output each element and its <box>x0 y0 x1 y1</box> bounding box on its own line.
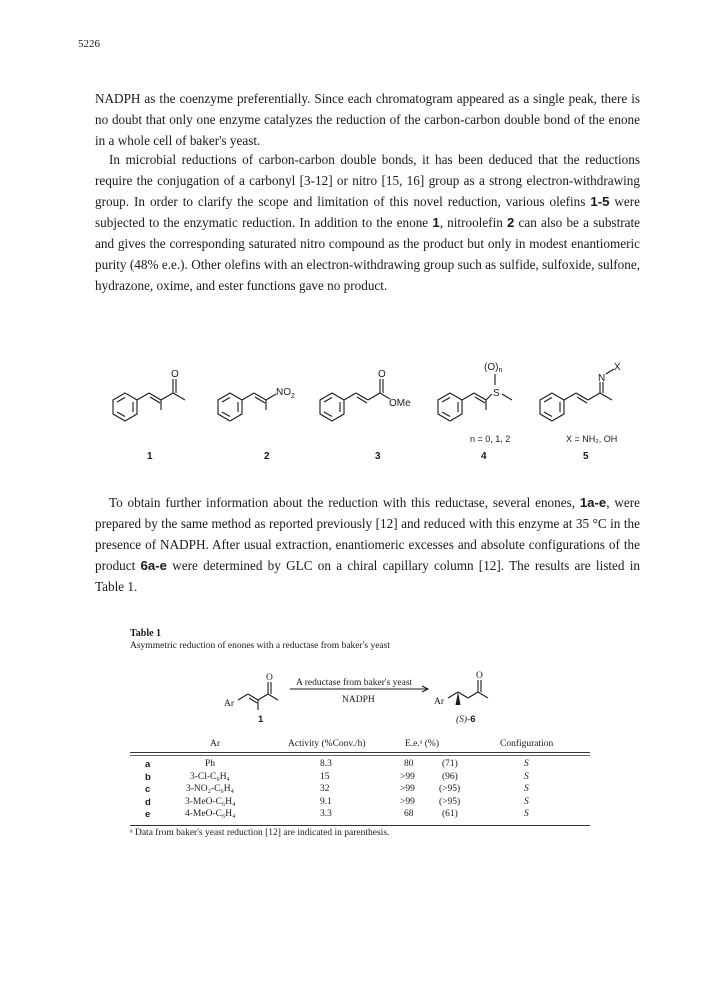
label-2: 2 <box>264 451 270 462</box>
atom-o: O <box>378 369 386 380</box>
col-header-activity: Activity (%Conv./h) <box>288 739 366 749</box>
cell-ar: 4-MeO-C₆H₄ <box>185 809 236 819</box>
text-run: , nitroolefin <box>439 215 508 230</box>
atom-ome: OMe <box>389 398 411 409</box>
row-id: a <box>145 759 151 770</box>
col-header-ee: E.e.ᵃ (%) <box>405 739 439 749</box>
table-row <box>130 797 590 810</box>
cell-ar: 3-Cl-C₆H₄ <box>190 771 230 782</box>
paragraph-1: NADPH as the coenzyme preferentially. Since each chromatogram appeared as a single peak, there is no doubt that only one enzyme catalyzes the reduction of the carbon-carbon double bond of the enone in a whole cell of baker's yeast. <box>95 91 640 148</box>
label-1: 1 <box>147 451 153 462</box>
table-1 <box>130 628 590 838</box>
structure-2 <box>218 393 276 421</box>
cell-activity: 32 <box>320 784 330 794</box>
cell-ee: 68 <box>404 809 414 819</box>
page-number: 5226 <box>78 38 100 50</box>
text-run: In microbial reductions of carbon-carbon double bonds, it has been deduced that the reductions require the conjugation of a carbonyl [3-12] or nitro [15, 16] group as a strong electron-withdrawing group. In order to clarify the scope and limitation of this novel reduction, various olefins <box>95 152 640 209</box>
table-row <box>130 809 590 822</box>
atom-o: O <box>476 671 483 681</box>
paragraph-2 <box>95 149 640 296</box>
col-header-config: Configuration <box>500 739 554 749</box>
compound-ref: 6a-e <box>140 558 167 573</box>
row-id: c <box>145 784 151 795</box>
text-run: were determined by GLC on a chiral capillary column [12]. The results are listed in Table 1. <box>95 558 640 594</box>
chemical-structures <box>100 360 630 470</box>
table-footnote: ᵃ Data from baker's yeast reduction [12] are indicated in parenthesis. <box>130 828 390 838</box>
cell-ar: Ph <box>205 759 216 769</box>
ar-label: Ar <box>224 699 235 709</box>
table-row <box>130 772 590 785</box>
note-5: X = NH₂, OH <box>566 434 618 444</box>
cell-config: S <box>524 796 529 807</box>
text-run: , were prepared by the same method as reported previously [12] and reduced with this enzyme at 35 °C in the presence of NADPH. After usual extraction, enantiomeric excesses and absolute configurations of the product <box>95 495 640 573</box>
cell-ee: >99 <box>400 784 415 794</box>
cell-config: S <box>524 809 529 819</box>
cell-activity: 15 <box>320 771 330 782</box>
note-4: n = 0, 1, 2 <box>470 434 511 444</box>
table-rule <box>130 825 590 826</box>
cell-activity: 8.3 <box>320 759 332 769</box>
cell-ref: (96) <box>442 771 458 782</box>
arrow-bottom-text: NADPH <box>342 695 375 705</box>
table-body <box>130 759 590 822</box>
reactant-label: 1 <box>258 714 264 725</box>
structure-4 <box>438 374 512 421</box>
product-label: (S)-6 <box>456 714 476 725</box>
label-5: 5 <box>583 451 589 462</box>
cell-ee: 80 <box>404 759 414 769</box>
cell-ar: 3-NO₂-C₆H₄ <box>186 784 234 794</box>
paragraph-3 <box>95 492 640 597</box>
cell-config: S <box>524 784 529 794</box>
cell-activity: 3.3 <box>320 809 332 819</box>
cell-ar: 3-MeO-C₆H₄ <box>185 796 236 807</box>
compound-ref: 1a-e <box>579 495 607 510</box>
cell-ref: (61) <box>442 809 458 819</box>
atom-s: S <box>493 388 500 399</box>
atom-o: O <box>266 673 273 683</box>
cell-config: S <box>524 759 529 769</box>
atom-no2: $NO_2$ <box>276 387 295 400</box>
table-caption: Asymmetric reduction of enones with a reductase from baker's yeast <box>130 641 390 651</box>
table-row <box>130 784 590 797</box>
arrow-top-text: A reductase from baker's yeast <box>296 678 413 688</box>
col-header-ar: Ar <box>210 739 221 749</box>
cell-config: S <box>524 771 529 782</box>
table-rule <box>130 755 590 756</box>
cell-ref: (>95) <box>439 784 461 794</box>
table-title: Table 1 <box>130 628 162 639</box>
structure-1 <box>113 379 185 421</box>
atom-n: N <box>598 373 606 384</box>
compound-ref: 1-5 <box>590 194 610 209</box>
text-run: were subjected to the enzymatic reduction. In addition to the enone <box>95 194 640 230</box>
compound-ref: 1 <box>432 215 440 230</box>
atom-x: X <box>614 362 621 373</box>
cell-ee: >99 <box>400 796 415 807</box>
row-id: d <box>145 796 151 808</box>
ar-label: Ar <box>434 697 445 707</box>
compound-ref: 2 <box>507 215 515 230</box>
table-row <box>130 759 590 772</box>
table-rule <box>130 752 590 753</box>
row-id: e <box>145 809 151 820</box>
cell-ref: (71) <box>442 759 458 769</box>
reaction-scheme <box>130 660 590 750</box>
text-run: can also be a substrate and gives the corresponding saturated nitro compound as the product but only in modest enantiomeric purity (48% e.e.). Other olefins with an electron-withdrawing group such as sulfide, sulfoxide, sulfone, hydrazone, oxime, and ester functions gave no product. <box>95 215 640 293</box>
text-run: To obtain further information about the reduction with this reductase, several enones, <box>109 495 580 510</box>
atom-o-n: $(O)_n$ <box>484 362 503 374</box>
label-4: 4 <box>481 451 487 462</box>
cell-activity: 9.1 <box>320 796 332 807</box>
cell-ref: (>95) <box>439 796 461 807</box>
label-3: 3 <box>375 451 381 462</box>
row-id: b <box>145 771 151 783</box>
structure-3 <box>320 379 390 421</box>
cell-ee: >99 <box>400 771 415 782</box>
atom-o: O <box>171 369 179 380</box>
